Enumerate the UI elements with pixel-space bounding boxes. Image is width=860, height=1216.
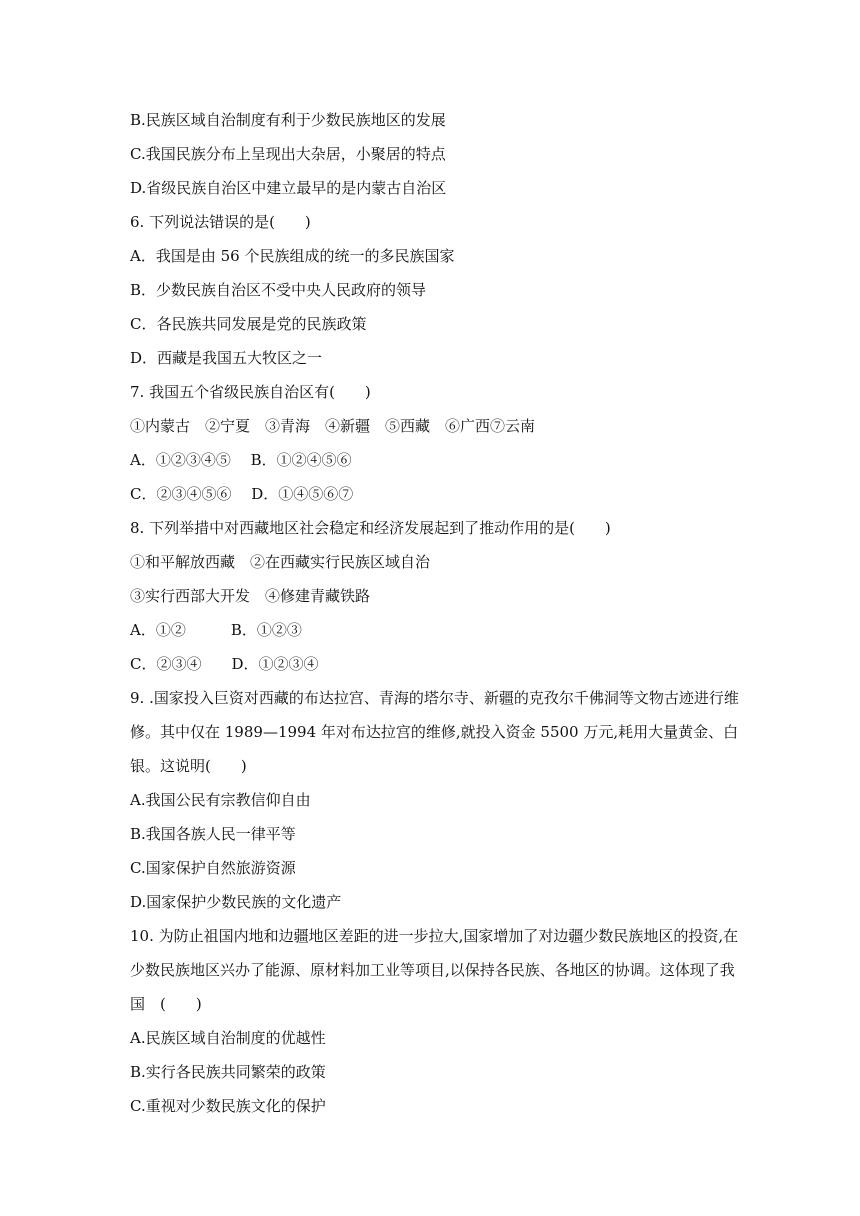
- question-10-option-b: B.实行各民族共同繁荣的政策: [130, 1063, 326, 1081]
- question-6-option-c: C．各民族共同发展是党的民族政策: [130, 315, 367, 333]
- option-c-line: C.我国民族分布上呈现出大杂居，小聚居的特点: [130, 145, 446, 163]
- question-8-items-2: ③实行西部大开发 ④修建青藏铁路: [130, 587, 371, 605]
- question-6-option-a: A．我国是由 56 个民族组成的统一的多民族国家: [130, 247, 455, 265]
- question-8-stem: 8. 下列举措中对西藏地区社会稳定和经济发展起到了推动作用的是( ): [130, 519, 611, 537]
- option-d-line: D.省级民族自治区中建立最早的是内蒙古自治区: [130, 179, 447, 197]
- question-7-options-ab: A．①②③④⑤ B．①②④⑤⑥: [130, 451, 352, 469]
- question-9-option-d: D.国家保护少数民族的文化遗产: [130, 893, 342, 911]
- question-10-option-c: C.重视对少数民族文化的保护: [130, 1097, 326, 1115]
- question-8-options-cd: C．②③④ D．①②③④: [130, 655, 319, 673]
- question-9-option-a: A.我国公民有宗教信仰自由: [130, 791, 311, 809]
- question-9-option-b: B.我国各族人民一律平等: [130, 825, 296, 843]
- question-10-option-a: A.民族区域自治制度的优越性: [130, 1029, 326, 1047]
- question-9-option-c: C.国家保护自然旅游资源: [130, 859, 296, 877]
- question-7-options-cd: C．②③④⑤⑥ D．①④⑤⑥⑦: [130, 485, 354, 503]
- option-b-line: B.民族区域自治制度有利于少数民族地区的发展: [130, 111, 446, 129]
- question-9-stem: 9. .国家投入巨资对西藏的布达拉宫、青海的塔尔寺、新疆的克孜尔千佛洞等文物古迹进行维修。其中仅在 1989—1994 年对布达拉宫的维修,就投入资金 5500 万元,耗用大量黄金、白银。这说明( ): [130, 689, 739, 775]
- question-8-items-1: ①和平解放西藏 ②在西藏实行民族区域自治: [130, 553, 431, 571]
- question-6-stem: 6. 下列说法错误的是( ): [130, 213, 311, 231]
- question-8-options-ab: A．①② B．①②③: [130, 621, 302, 639]
- question-7-items: ①内蒙古 ②宁夏 ③青海 ④新疆 ⑤西藏 ⑥广西⑦云南: [130, 417, 536, 435]
- question-6-option-b: B．少数民族自治区不受中央人民政府的领导: [130, 281, 427, 299]
- question-6-option-d: D．西藏是我国五大牧区之一: [130, 349, 323, 367]
- question-7-stem: 7. 我国五个省级民族自治区有( ): [130, 383, 371, 401]
- question-10-stem: 10. 为防止祖国内地和边疆地区差距的进一步拉大,国家增加了对边疆少数民族地区的投资,在少数民族地区兴办了能源、原材料加工业等项目,以保持各民族、各地区的协调。这体现了我国 ( ): [130, 927, 739, 1013]
